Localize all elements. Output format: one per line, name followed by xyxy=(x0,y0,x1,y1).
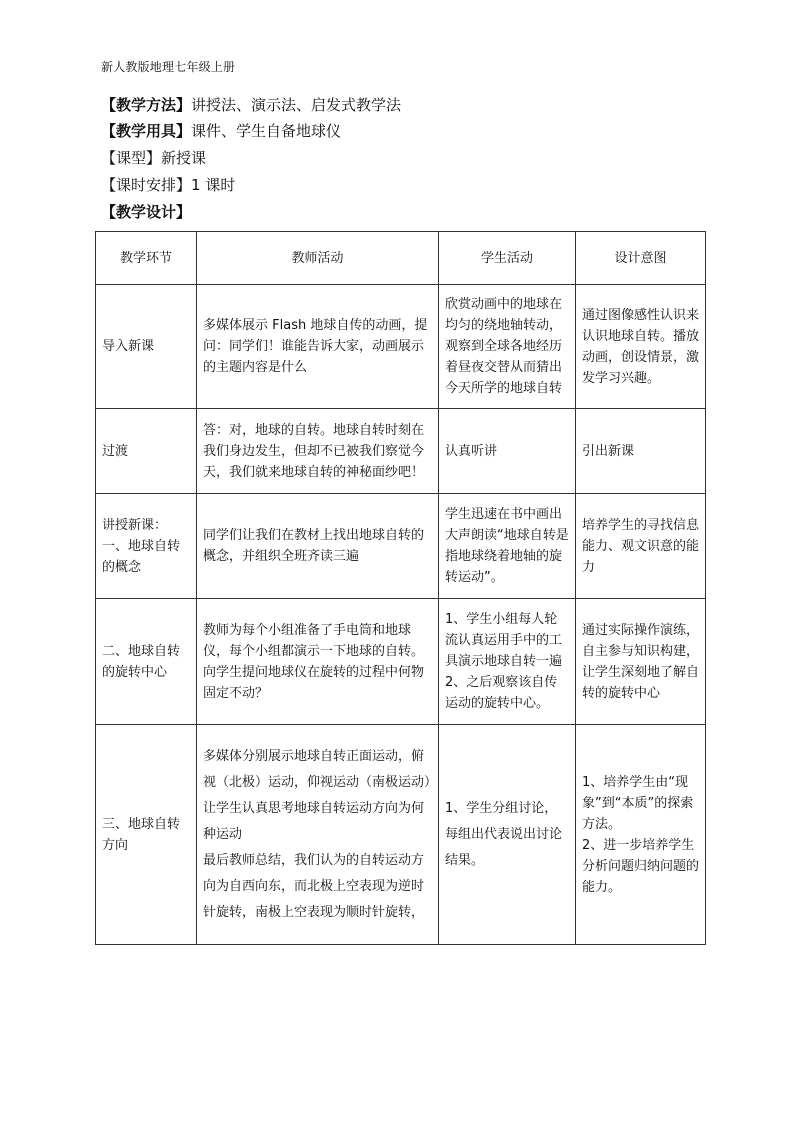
column-header-stage: 教学环节 xyxy=(96,232,197,285)
stage-cell: 导入新课 xyxy=(96,285,197,409)
stage-cell: 二、地球自转的旋转中心 xyxy=(96,599,197,725)
table-row xyxy=(96,409,706,494)
teacher-cell: 多媒体展示 Flash 地球自传的动画，提问：同学们！谁能告诉大家，动画展示的主题内容是什么 xyxy=(197,285,439,409)
student-cell: 学生迅速在书中画出大声朗读“地球自转是指地球绕着地轴的旋转运动”。 xyxy=(439,494,576,599)
table-row xyxy=(96,599,706,725)
meta-label: 【教学设计】 xyxy=(101,203,192,221)
student-cell: 1、学生分组讨论，每组出代表说出讨论结果。 xyxy=(439,725,576,945)
running-header: 新人教版地理七年级上册 xyxy=(101,60,236,74)
intent-cell: 通过实际操作演练，自主参与知识构建，让学生深刻地了解自转的旋转中心 xyxy=(576,599,706,725)
stage-cell: 过渡 xyxy=(96,409,197,494)
intent-cell: 1、培养学生由“现象”到“本质”的探索方法。 2、进一步培养学生分析问题归纳问题的能力。 xyxy=(576,725,706,945)
table-header-row xyxy=(96,232,706,285)
column-header-intent: 设计意图 xyxy=(576,232,706,285)
lesson-design-table xyxy=(95,231,706,945)
meta-design xyxy=(101,202,191,222)
column-header-student: 学生活动 xyxy=(439,232,576,285)
table-row xyxy=(96,285,706,409)
meta-lesson-type xyxy=(101,148,206,168)
student-cell: 欣赏动画中的地球在均匀的绕地轴转动，观察到全球各地经历着昼夜交替从而猜出今天所学的地球自转 xyxy=(439,285,576,409)
meta-label: 【教学用具】 xyxy=(101,122,192,140)
teacher-cell: 答：对，地球的自转。地球自转时刻在我们身边发生，但却不已被我们察觉今天，我们就来地球自转的神秘面纱吧！ xyxy=(197,409,439,494)
table-row xyxy=(96,494,706,599)
intent-cell: 引出新课 xyxy=(576,409,706,494)
meta-schedule xyxy=(101,175,235,195)
stage-cell: 讲授新课： 一、地球自转的概念 xyxy=(96,494,197,599)
meta-teaching-tools xyxy=(101,121,341,141)
meta-value: 1 课时 xyxy=(191,176,236,194)
meta-label: 【课型】 xyxy=(101,149,162,167)
meta-value: 课件、学生自备地球仪 xyxy=(191,122,342,140)
student-cell: 认真听讲 xyxy=(439,409,576,494)
stage-cell: 三、地球自转方向 xyxy=(96,725,197,945)
meta-teaching-method xyxy=(101,95,401,115)
meta-label: 【课时安排】 xyxy=(101,176,192,194)
meta-label: 【教学方法】 xyxy=(101,96,192,114)
meta-value: 讲授法、演示法、启发式教学法 xyxy=(191,96,402,114)
student-cell: 1、学生小组每人轮流认真运用手中的工具演示地球自转一遍 2、之后观察该自传运动的旋转中心。 xyxy=(439,599,576,725)
column-header-teacher: 教师活动 xyxy=(197,232,439,285)
teacher-cell: 同学们让我们在教材上找出地球自转的概念，并组织全班齐读三遍 xyxy=(197,494,439,599)
intent-cell: 通过图像感性认识来认识地球自转。播放动画，创设情景，激发学习兴趣。 xyxy=(576,285,706,409)
table-row xyxy=(96,725,706,945)
teacher-cell: 教师为每个小组准备了手电筒和地球仪，每个小组都演示一下地球的自转。向学生提问地球仪在旋转的过程中何物固定不动？ xyxy=(197,599,439,725)
intent-cell: 培养学生的寻找信息能力、观文识意的能力 xyxy=(576,494,706,599)
meta-value: 新授课 xyxy=(161,149,207,167)
teacher-cell: 多媒体分别展示地球自转正面运动，俯视（北极）运动，仰视运动（南极运动）让学生认真思考地球自转运动方向为何种运动 最后教师总结，我们认为的自转运动方向为自西向东，而北极上空表现为逆时针旋转，南极上空表现为顺时针旋转， xyxy=(197,725,439,945)
